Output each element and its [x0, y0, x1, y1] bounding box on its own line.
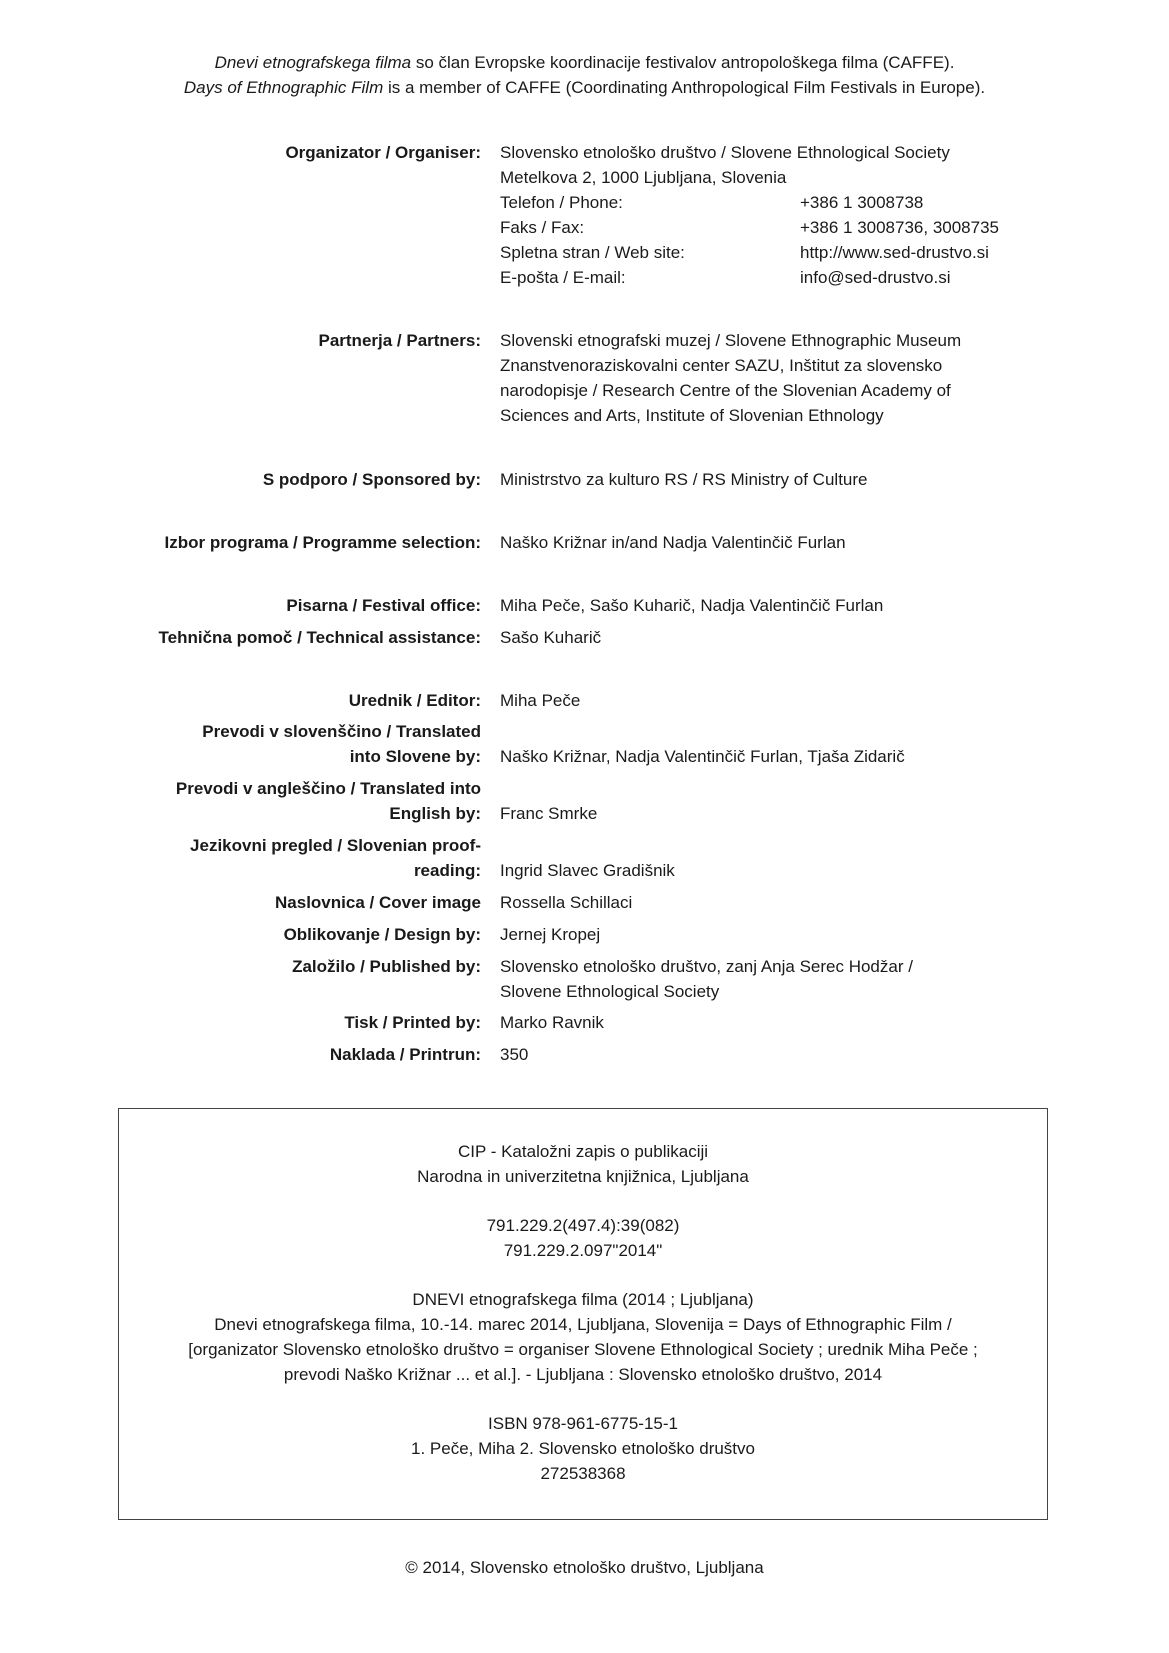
cip-line: CIP - Kataložni zapis o publikaciji: [457, 1142, 709, 1161]
credit-label: Naslovnica / Cover image: [275, 893, 481, 912]
credit-label: Izbor programa / Programme selection:: [164, 533, 481, 552]
credit-label: Prevodi v slovenščino / Translated into Slovene by:: [202, 722, 481, 766]
credit-value: Ministrstvo za kulturo RS / RS Ministry of Culture: [500, 470, 868, 489]
festival-name-sl: Dnevi etnografskega filma: [214, 53, 412, 72]
contact-name: Telefon / Phone:: [500, 193, 623, 212]
cip-line: 1. Peče, Miha 2. Slovensko etnološko društvo: [411, 1439, 755, 1458]
credit-label: Oblikovanje / Design by:: [283, 925, 481, 944]
credit-value: Naško Križnar in/and Nadja Valentinčič Furlan: [500, 533, 846, 552]
credit-value: 350: [500, 1045, 529, 1064]
cip-line: Dnevi etnografskega filma, 10.-14. marec 2014, Ljubljana, Slovenija = Days of Ethnographic Film /: [214, 1315, 952, 1334]
credit-label: Pisarna / Festival office:: [286, 596, 481, 615]
credit-label: Prevodi v angleščino / Translated into English by:: [175, 779, 481, 823]
credit-value: Ingrid Slavec Gradišnik: [500, 861, 675, 880]
cip-line: Narodna in univerzitetna knjižnica, Ljubljana: [417, 1167, 749, 1186]
organiser-label: Organizator / Organiser:: [285, 143, 481, 162]
credit-label: Partnerja / Partners:: [318, 331, 481, 350]
credit-value: Jernej Kropej: [500, 925, 601, 944]
website-link[interactable]: http://www.sed-drustvo.si: [800, 243, 989, 262]
intro-line-en: [0, 75, 1169, 100]
organiser-name: Slovensko etnološko društvo / Slovene Ethnological Society: [500, 143, 950, 162]
intro-text-sl: so član Evropske koordinacije festivalov antropološkega filma (CAFFE).: [411, 53, 955, 72]
cip-line: ISBN 978-961-6775-15-1: [488, 1414, 678, 1433]
credit-value: Slovensko etnološko društvo, zanj Anja Serec Hodžar / Slovene Ethnological Society: [500, 957, 913, 1001]
cip-line: 791.229.2.097"2014": [503, 1241, 663, 1260]
credit-value: Sašo Kuharič: [500, 628, 602, 647]
credit-label: Jezikovni pregled / Slovenian proof- reading:: [190, 836, 481, 880]
intro-text-en: is a member of CAFFE (Coordinating Anthropological Film Festivals in Europe).: [383, 78, 986, 97]
intro-line-sl: [0, 50, 1169, 75]
email-link[interactable]: info@sed-drustvo.si: [800, 268, 951, 287]
festival-name-en: Days of Ethnographic Film: [183, 78, 384, 97]
credit-label: Tehnična pomoč / Technical assistance:: [158, 628, 481, 647]
credit-value: Rossella Schillaci: [500, 893, 633, 912]
credit-value: Miha Peče: [500, 691, 581, 710]
contact-name: Faks / Fax:: [500, 218, 585, 237]
credit-label: Urednik / Editor:: [348, 691, 481, 710]
credit-label: Tisk / Printed by:: [344, 1013, 481, 1032]
copyright-notice: © 2014, Slovensko etnološko društvo, Ljubljana: [405, 1558, 764, 1577]
credit-label: Založilo / Published by:: [292, 957, 481, 976]
contact-name: Spletna stran / Web site:: [500, 243, 685, 262]
contact-value: +386 1 3008736, 3008735: [800, 218, 1000, 237]
cip-line: prevodi Naško Križnar ... et al.]. - Ljubljana : Slovensko etnološko društvo, 2014: [283, 1365, 883, 1384]
credit-value: Naško Križnar, Nadja Valentinčič Furlan, Tjaša Zidarič: [500, 747, 905, 766]
contact-value: +386 1 3008738: [800, 193, 924, 212]
credit-value: Marko Ravnik: [500, 1013, 604, 1032]
cip-record-box: [118, 1108, 1048, 1520]
credit-label: Naklada / Printrun:: [329, 1045, 481, 1064]
cip-line: 791.229.2(497.4):39(082): [486, 1216, 680, 1235]
credit-value: Slovenski etnografski muzej / Slovene Ethnographic Museum Znanstvenoraziskovalni center SAZU, Inštitut za slovensko narodopisje / Research Centre of the Slovenian Academy of Sciences and Arts, Institute of Slovenian Ethnology: [500, 331, 962, 425]
cip-line: [organizator Slovensko etnološko društvo = organiser Slovene Ethnological Society ; urednik Miha Peče ;: [188, 1340, 978, 1359]
organiser-address: Metelkova 2, 1000 Ljubljana, Slovenia: [500, 168, 787, 187]
credit-label: S podporo / Sponsored by:: [262, 470, 481, 489]
intro-statement: [0, 50, 1169, 100]
credit-value: Franc Smrke: [500, 804, 598, 823]
credit-value: Miha Peče, Sašo Kuharič, Nadja Valentinčič Furlan: [500, 596, 884, 615]
cip-line: 272538368: [540, 1464, 626, 1483]
contact-name: E-pošta / E-mail:: [500, 268, 626, 287]
cip-line: DNEVI etnografskega filma (2014 ; Ljubljana): [412, 1290, 754, 1309]
